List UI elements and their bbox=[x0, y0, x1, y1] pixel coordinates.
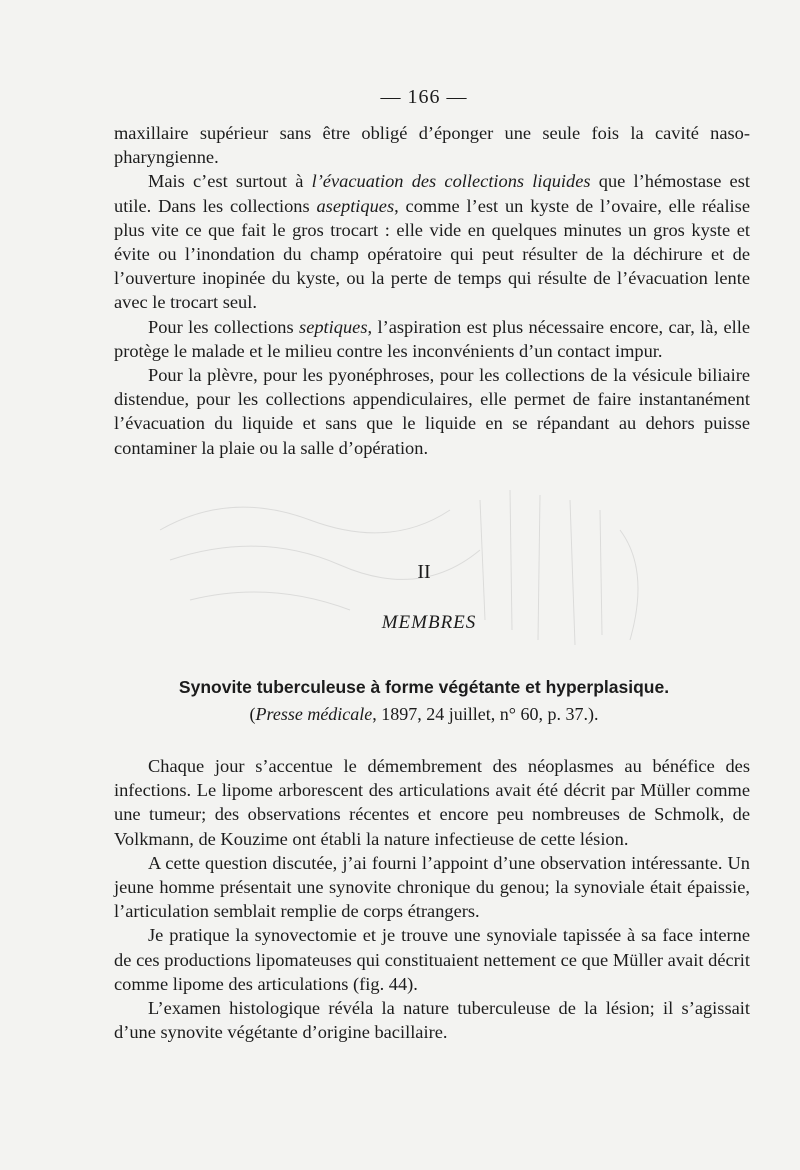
paragraph-text: Chaque jour s’accentue le démembrement des néoplasmes au bénéfice des infections. Le lipome arborescent des articulations avait été décrit par Müller comme une tumeur; des observations récentes et encore peu nombreuses de Schmolk, de Volkmann, de Kouzime ont établi la nature infectieuse de cette lésion. bbox=[114, 756, 750, 849]
italic-text: aseptiques bbox=[316, 195, 395, 216]
paragraph-text: , comme l’est un kyste de l’ovaire, elle réalise plus vite ce que fait le gros trocart : elle vide en quelques minutes un gros kyste et évite ou l’inondation du champ opératoire qui peut résulter de la déchirure et de l’ouverture inopinée du kyste, ou la perte de temps qui résulte de l’évacuation lente avec le trocart seul. bbox=[114, 195, 750, 313]
paragraph-text: , l’aspiration est plus nécessaire encore, car, là, elle protège le malade et le milieu contre les inconvénients d’un contact impur. bbox=[114, 316, 750, 361]
citation-journal: Presse médicale bbox=[255, 704, 373, 724]
italic-text: l’évacuation des collections liquides bbox=[311, 171, 591, 192]
page-number: — 166 — bbox=[380, 86, 468, 108]
paragraph-text: que l’hémostase est utile. Dans les collections bbox=[114, 171, 750, 216]
paragraph bbox=[114, 315, 750, 363]
paragraph bbox=[114, 851, 750, 924]
paragraph-text: Pour la plèvre, pour les pyonéphroses, pour les collections de la vésicule biliaire distendue, pour les collections appendiculaires, elle permet de faire instantanément l’évacuation du liquide et sans que le liquide en se répandant au dehors puisse contaminer la plaie ou la salle d’opération. bbox=[114, 365, 750, 458]
paragraph-text: A cette question discutée, j’ai fourni l’appoint d’une observation intéressante. Un jeune homme présentait une synovite chronique du genou; la synoviale était épaissie, l’articulation semblait remplie de corps étrangers. bbox=[114, 852, 750, 922]
section-number: II bbox=[417, 561, 431, 583]
body-text-bottom bbox=[114, 754, 750, 1044]
paragraph-text: Mais c’est surtout à bbox=[148, 171, 312, 192]
paragraph bbox=[114, 169, 750, 314]
paragraph-text: L’examen histologique révéla la nature tuberculeuse de la lésion; il s’agissait d’une synovite végétante d’origine bacillaire. bbox=[114, 998, 750, 1043]
paragraph-text: Pour les collections bbox=[148, 316, 300, 337]
paragraph bbox=[114, 121, 750, 169]
paragraph bbox=[114, 923, 750, 996]
italic-text: septiques bbox=[299, 316, 368, 337]
paragraph bbox=[114, 754, 750, 851]
section-title: MEMBRES bbox=[381, 612, 477, 633]
citation-details: , 1897, 24 juillet, n° 60, p. 37.). bbox=[372, 704, 599, 724]
paragraph bbox=[114, 996, 750, 1044]
article-title: Synovite tuberculeuse à forme végétante et hyperplasique. bbox=[178, 677, 670, 697]
paragraph-text: Je pratique la synovectomie et je trouve une synoviale tapissée à sa face interne de ces productions lipomateuses qui constituaient nettement ce que Müller avait décrit comme lipome des articulations (fig. 44). bbox=[114, 925, 750, 994]
citation-open: ( bbox=[249, 704, 256, 724]
paragraph bbox=[114, 363, 750, 460]
citation bbox=[0, 704, 800, 725]
paragraph-text: maxillaire supérieur sans être obligé d’éponger une seule fois la cavité naso-pharyngienne. bbox=[114, 123, 750, 168]
body-text-top bbox=[114, 121, 750, 460]
